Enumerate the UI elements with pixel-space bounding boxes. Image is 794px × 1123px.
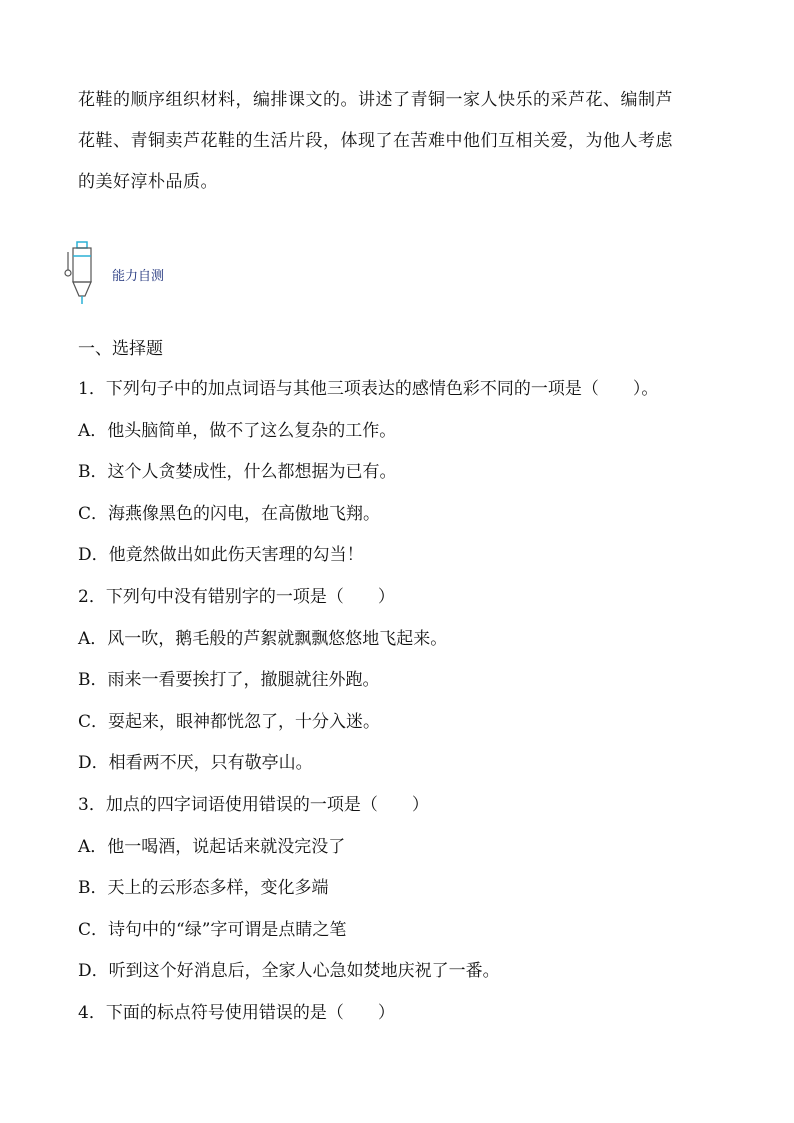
option-text: 他竟然做出如此伤天害理的勾当！ [108, 545, 364, 566]
option-label: B． [78, 670, 108, 691]
option-row [78, 411, 738, 453]
option-label: B． [78, 878, 108, 899]
section-header [64, 240, 264, 310]
option-row [78, 660, 738, 702]
intro-paragraph [78, 80, 720, 203]
option-text: 海燕像黑色的闪电，在高傲地飞翔。 [108, 503, 381, 524]
option-text: 相看两不厌，只有敬亭山。 [108, 753, 313, 774]
option-text: 风一吹，鹅毛般的芦絮就飘飘悠悠地飞起来。 [107, 628, 448, 649]
option-label: D． [78, 545, 109, 566]
option-label: A． [78, 836, 108, 857]
option-text: 这个人贪婪成性，什么都想据为已有。 [107, 462, 397, 483]
intro-line: 的美好淳朴品质。 [78, 172, 218, 192]
option-row [78, 910, 738, 952]
intro-line: 花鞋的顺序组织材料，编排课文的。讲述了青铜一家人快乐的采芦花、编制芦 [78, 90, 673, 110]
option-text: 雨来一看要挨打了，撤腿就往外跑。 [107, 670, 380, 691]
option-row [78, 535, 738, 577]
option-text: 他头脑简单，做不了这么复杂的工作。 [107, 420, 397, 441]
option-label: B． [78, 462, 108, 483]
option-row [78, 868, 738, 910]
option-label: C． [78, 919, 109, 940]
option-row [78, 619, 738, 661]
option-label: C． [78, 503, 109, 524]
option-text: 听到这个好消息后，全家人心急如焚地庆祝了一番。 [108, 961, 500, 982]
question-stem: 2．下列句中没有错别字的一项是（ ） [78, 586, 395, 607]
option-text: 他一喝酒，说起话来就没完没了 [107, 836, 346, 857]
option-row [78, 702, 738, 744]
question-stem: 1．下列句子中的加点词语与其他三项表达的感情色彩不同的一项是（ ）。 [78, 379, 659, 399]
question-list [78, 369, 738, 1035]
option-row [78, 494, 738, 536]
option-row [78, 951, 738, 993]
option-label: A． [78, 420, 108, 441]
intro-line: 花鞋、青铜卖芦花鞋的生活片段，体现了在苦难中他们互相关爱，为他人考虑 [78, 131, 673, 151]
option-label: A． [78, 628, 108, 649]
option-text: 耍起来，眼神都恍忽了，十分入迷。 [108, 711, 381, 732]
option-row [78, 452, 738, 494]
option-label: D． [78, 961, 109, 982]
option-label: D． [78, 753, 109, 774]
option-row [78, 827, 738, 869]
question-stem: 4．下面的标点符号使用错误的是（ ） [78, 1002, 395, 1023]
question-stem: 3．加点的四字词语使用错误的一项是（ ） [78, 794, 429, 815]
option-label: C． [78, 711, 109, 732]
option-row [78, 743, 738, 785]
section-heading: 一、选择题 [78, 339, 163, 359]
section-label: 能力自测 [112, 269, 165, 284]
option-text: 诗句中的“绿”字可谓是点睛之笔 [108, 919, 347, 940]
option-text: 天上的云形态多样，变化多端 [107, 878, 329, 899]
pen-icon [64, 240, 104, 310]
